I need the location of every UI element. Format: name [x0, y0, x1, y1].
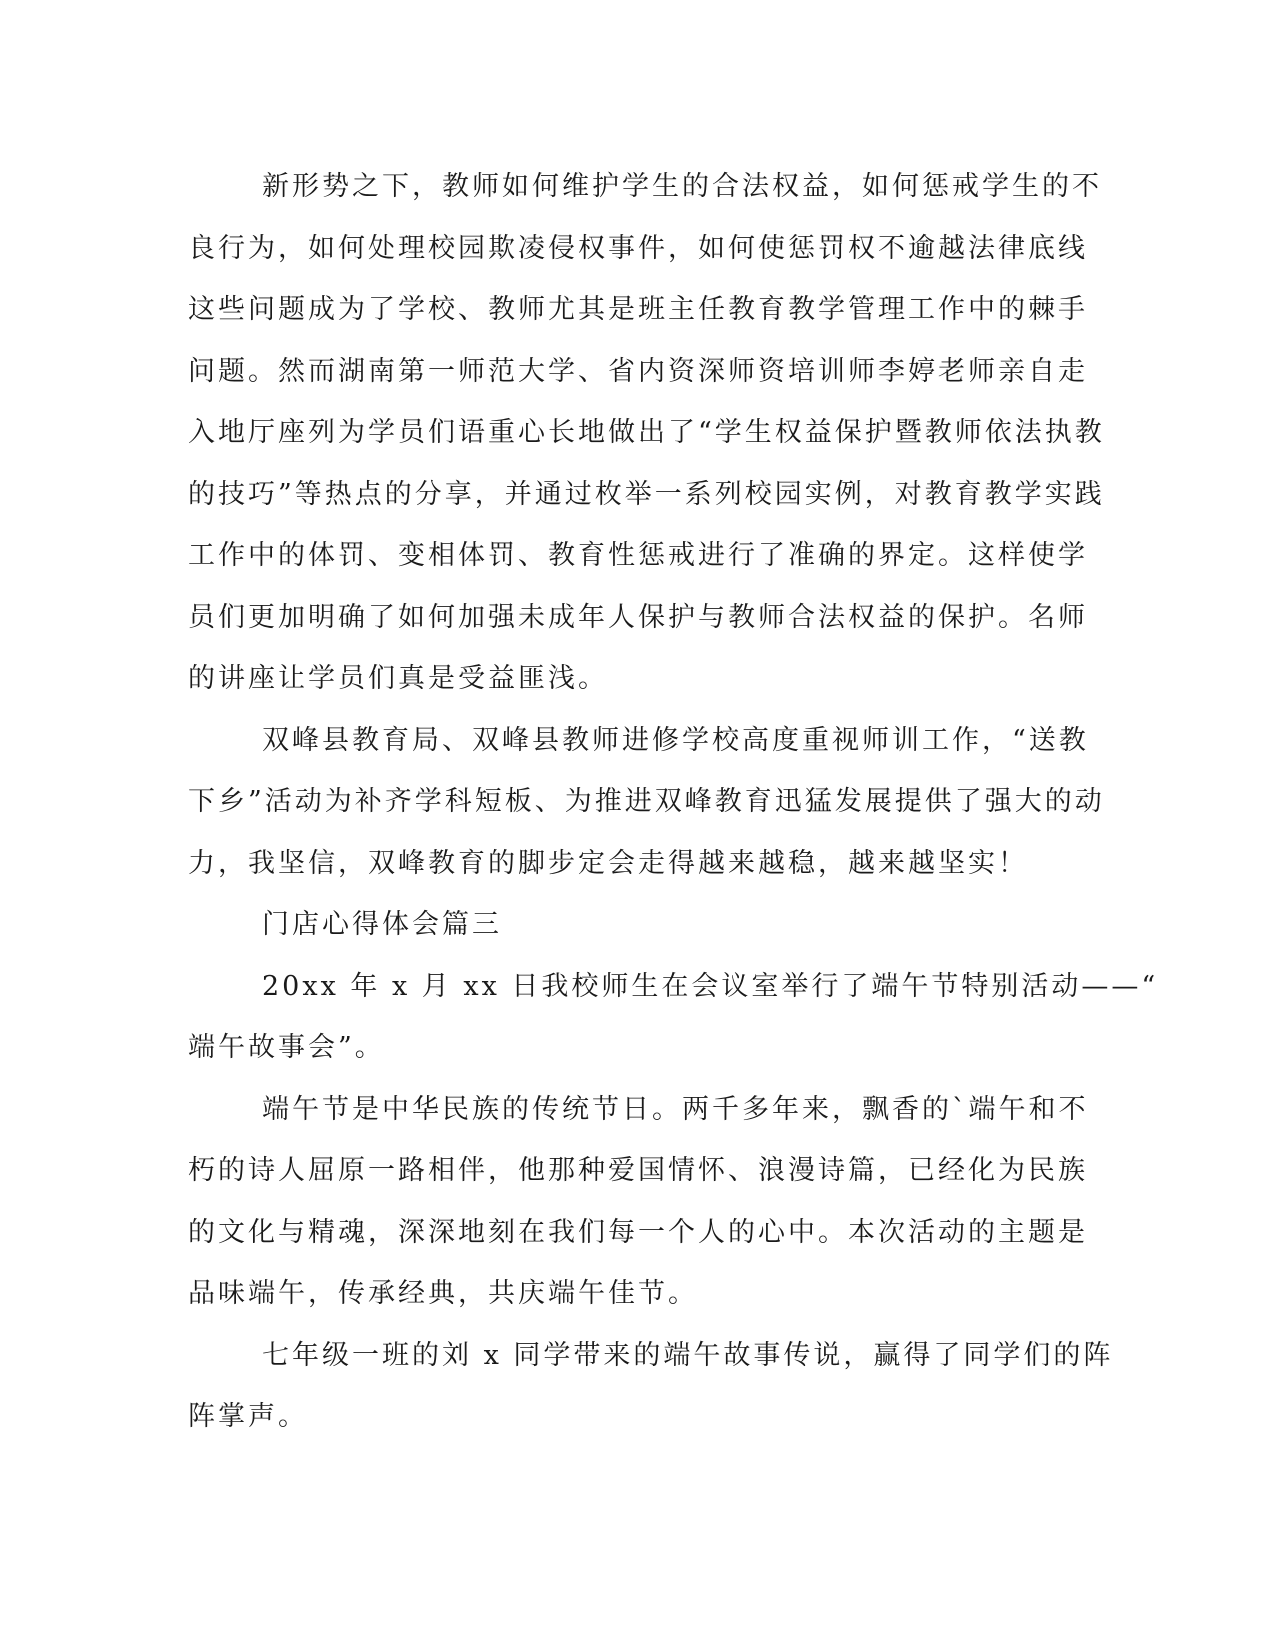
text-line: 这些问题成为了学校、教师尤其是班主任教育教学管理工作中的棘手	[188, 294, 1088, 325]
text-line: 的技巧”等热点的分享，并通过枚举一系列校园实例，对教育教学实践	[188, 478, 1105, 510]
text-line: 下乡”活动为补齐学科短板、为推进双峰教育迅猛发展提供了强大的动	[188, 786, 1105, 817]
text-line: 问题。然而湖南第一师范大学、省内资深师资培训师李婷老师亲自走	[188, 355, 1088, 387]
paragraph-shuangfeng-training	[188, 710, 1105, 895]
paragraph-dragon-boat-event	[188, 956, 1159, 1079]
text-line: 员们更加明确了如何加强未成年人保护与教师合法权益的保护。名师	[188, 601, 1088, 633]
text-line: 品味端午，传承经典，共庆端午佳节。	[188, 1278, 698, 1309]
text-line: 的文化与精魂，深深地刻在我们每一个人的心中。本次活动的主题是	[188, 1216, 1088, 1248]
text-line: 20xx 年 x 月 xx 日我校师生在会议室举行了端午节特别活动——“	[262, 970, 1159, 1002]
paragraph-dragon-boat-festival	[188, 1079, 1089, 1325]
text-line: 阵掌声。	[188, 1401, 308, 1432]
text-line: 的讲座让学员们真是受益匪浅。	[188, 663, 608, 694]
paragraph-student-story	[188, 1325, 1114, 1448]
text-line: 力，我坚信，双峰教育的脚步定会走得越来越稳，越来越坚实！	[188, 847, 1028, 879]
text-line: 工作中的体罚、变相体罚、教育性惩戒进行了准确的界定。这样使学	[188, 540, 1088, 571]
paragraph-teacher-rights	[188, 156, 1105, 710]
text-line: 朽的诗人屈原一路相伴，他那种爱国情怀、浪漫诗篇，已经化为民族	[188, 1155, 1088, 1186]
text-line: 七年级一班的刘 x 同学带来的端午故事传说，赢得了同学们的阵	[262, 1339, 1114, 1371]
text-line: 入地厅座列为学员们语重心长地做出了“学生权益保护暨教师依法执教	[188, 417, 1105, 448]
text-line: 双峰县教育局、双峰县教师进修学校高度重视师训工作，“送教	[262, 724, 1089, 756]
heading-line: 门店心得体会篇三	[262, 909, 502, 940]
section-heading	[188, 894, 1076, 956]
text-line: 端午故事会”。	[188, 1032, 385, 1063]
text-line: 良行为，如何处理校园欺凌侵权事件，如何使惩罚权不逾越法律底线	[188, 232, 1088, 264]
text-line: 端午节是中华民族的传统节日。两千多年来，飘香的`端午和不	[262, 1093, 1089, 1125]
text-line: 新形势之下，教师如何维护学生的合法权益，如何惩戒学生的不	[262, 171, 1102, 202]
document-body	[188, 156, 1159, 1448]
